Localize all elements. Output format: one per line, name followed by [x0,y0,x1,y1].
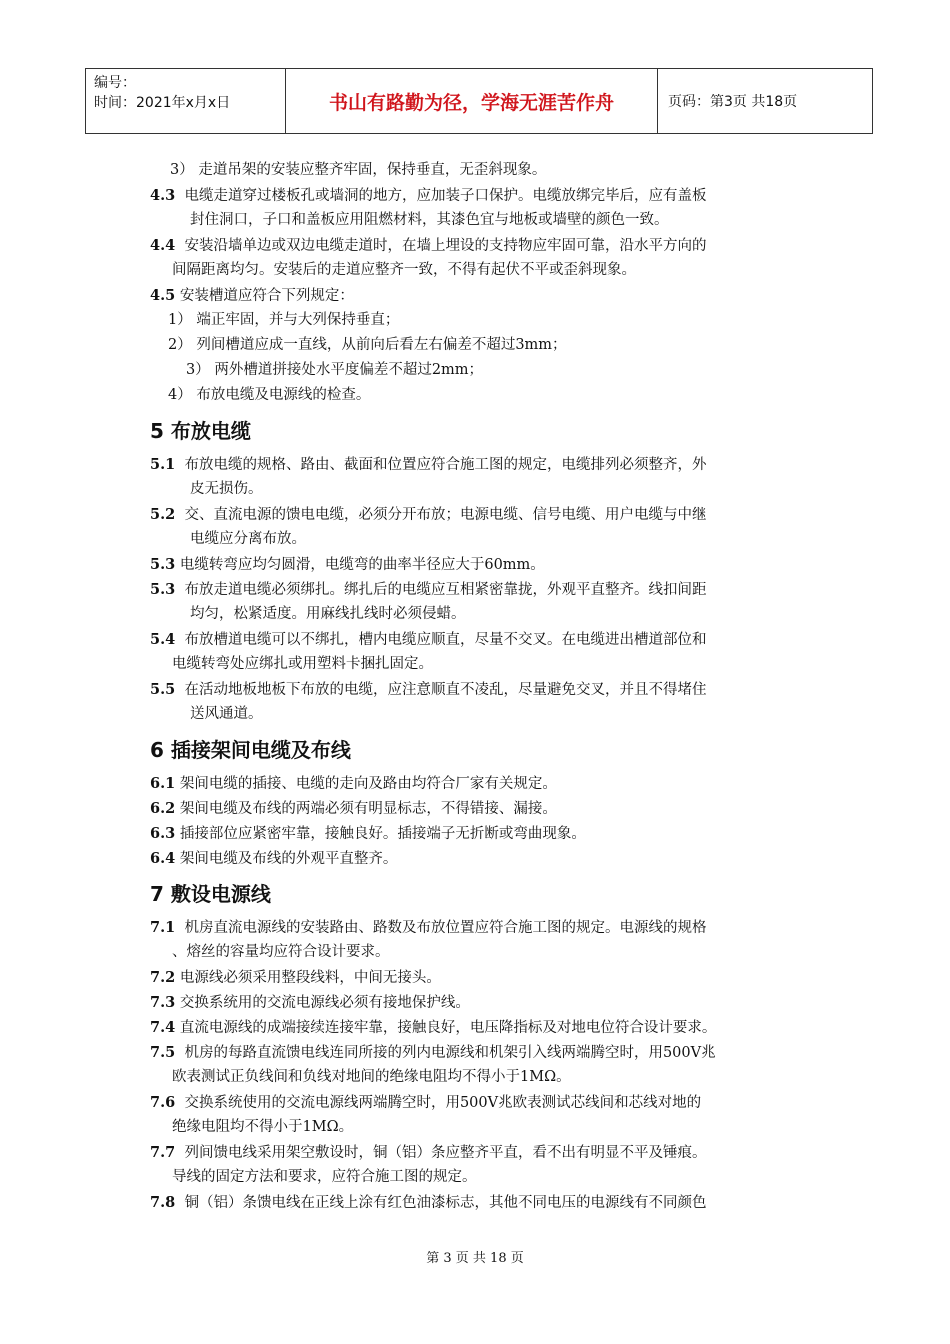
clause-text: 在活动地板地板下布放的电缆，应注意顺直不凌乱，尽量避免交叉，并且不得堵住 [175,682,707,698]
clause-number: 6.4 [150,850,176,867]
clause-text: 架间电缆的插接、电缆的走向及路由均符合厂家有关规定。 [175,776,557,792]
header-motto: 书山有路勤为径，学海无涯苦作舟 [286,69,658,133]
clause-number: 5.1 [150,456,176,473]
clause-line [150,796,810,821]
clause-line [150,283,810,308]
text-line: 电缆转弯处应绑扎或用塑料卡捆扎固定。 [172,656,433,672]
text-line: 均匀，松紧适度。用麻线扎线时必须侵蜡。 [190,606,466,622]
clause-number: 7.8 [150,1194,176,1211]
clause-text: 安装沿墙单边或双边电缆走道时，在墙上埋设的支持物应牢固可靠，沿水平方向的 [175,238,707,254]
clause-number: 5.3 [150,581,176,598]
text-line: 2） 列间槽道应成一直线，从前向后看左右偏差不超过3mm； [168,337,567,353]
clause-number: 5.2 [150,506,176,523]
section-heading: 7 敷设电源线 [150,882,271,906]
text-line: 绝缘电阻均不得小于1MΩ。 [172,1119,354,1135]
clause-text: 交、直流电源的馈电电缆，必须分开布放；电源电缆、信号电缆、用户电缆与中继 [175,507,707,523]
clause-text: 交换系统使用的交流电源线两端腾空时，用500V兆欧表测试芯线间和芯线对地的 [175,1095,702,1111]
clause-number: 4.5 [150,287,176,304]
clause-line [150,1090,810,1115]
clause-number: 4.3 [150,187,176,204]
clause-number: 5.5 [150,681,176,698]
text-line: 送风通道。 [190,706,263,722]
clause-text: 机房的每路直流馈电线连同所接的列内电源线和机架引入线两端腾空时，用500V兆 [175,1045,716,1061]
clause-number: 7.7 [150,1144,176,1161]
clause-line [150,233,810,258]
clause-text: 列间馈电线采用架空敷设时，铜（铝）条应整齐平直，看不出有明显不平及锤痕。 [175,1145,707,1161]
clause-line [150,577,810,602]
clause-text: 架间电缆及布线的外观平直整齐。 [175,851,398,867]
clause-text: 铜（铝）条馈电线在正线上涂有红色油漆标志，其他不同电压的电源线有不同颜色 [175,1195,707,1211]
text-line: 、熔丝的容量均应符合设计要求。 [172,944,390,960]
text-line: 导线的固定方法和要求，应符合施工图的规定。 [172,1169,477,1185]
text-line: 欧表测试正负线间和负线对地间的绝缘电阻均不得小于1MΩ。 [172,1069,571,1085]
page-header [85,68,873,134]
clause-line [150,183,810,208]
clause-line [150,452,810,477]
clause-line [150,1190,810,1215]
clause-text: 插接部位应紧密牢靠，接触良好。插接端子无折断或弯曲现象。 [175,826,586,842]
document-body [150,158,810,1215]
clause-number: 7.1 [150,919,176,936]
clause-line [150,502,810,527]
clause-line [150,771,810,796]
clause-number: 6.2 [150,800,176,817]
text-line: 1） 端正牢固，并与大列保持垂直； [168,312,400,328]
clause-line [150,965,810,990]
text-line: 电缆应分离布放。 [190,531,306,547]
clause-line [150,1015,810,1040]
clause-number: 7.4 [150,1019,176,1036]
clause-text: 机房直流电源线的安装路由、路数及布放位置应符合施工图的规定。电源线的规格 [175,920,707,936]
clause-text: 布放走道电缆必须绑扎。绑扎后的电缆应互相紧密靠拢，外观平直整齐。线扣间距 [175,582,707,598]
clause-number: 4.4 [150,237,176,254]
text-line: 4） 布放电缆及电源线的检查。 [168,387,371,403]
clause-text: 电源线必须采用整段线料，中间无接头。 [175,970,441,986]
clause-number: 7.6 [150,1094,176,1111]
clause-text: 电缆转弯应均匀圆滑，电缆弯的曲率半径应大于60mm。 [175,557,545,573]
text-line: 3） 走道吊架的安装应整齐牢固，保持垂直，无歪斜现象。 [170,162,547,178]
clause-number: 7.5 [150,1044,176,1061]
text-line: 皮无损伤。 [190,481,263,497]
clause-line [150,1040,810,1065]
clause-number: 7.3 [150,994,176,1011]
section-heading: 6 插接架间电缆及布线 [150,738,351,762]
clause-text: 布放槽道电缆可以不绑扎，槽内电缆应顺直，尽量不交叉。在电缆进出槽道部位和 [175,632,707,648]
clause-text: 交换系统用的交流电源线必须有接地保护线。 [175,995,470,1011]
clause-text: 电缆走道穿过楼板孔或墙洞的地方，应加装子口保护。电缆放绑完毕后，应有盖板 [175,188,707,204]
clause-number: 7.2 [150,969,176,986]
clause-line [150,627,810,652]
clause-number: 6.1 [150,775,176,792]
date-label: 时间：2021年x月x日 [94,95,231,111]
text-line: 间隔距离均匀。安装后的走道应整齐一致，不得有起伏不平或歪斜现象。 [172,262,636,278]
text-line: 封住洞口，子口和盖板应用阻燃材料，其漆色宜与地板或墙壁的颜色一致。 [190,212,669,228]
clause-line [150,1140,810,1165]
clause-line [150,846,810,871]
clause-text: 安装槽道应符合下列规定： [175,288,354,304]
header-meta [86,69,286,133]
clause-line [150,821,810,846]
clause-line [150,915,810,940]
clause-text: 布放电缆的规格、路由、截面和位置应符合施工图的规定，电缆排列必须整齐，外 [175,457,707,473]
clause-number: 5.4 [150,631,176,648]
clause-text: 架间电缆及布线的两端必须有明显标志，不得错接、漏接。 [175,801,557,817]
text-line: 3） 两外槽道拼接处水平度偏差不超过2mm； [186,362,484,378]
document-number-label: 编号： [94,75,136,91]
header-page-info: 页码：第3页 共18页 [668,94,798,110]
clause-line [150,677,810,702]
clause-number: 5.3 [150,556,176,573]
page-footer: 第 3 页 共 18 页 [426,1251,524,1266]
section-heading: 5 布放电缆 [150,419,251,443]
clause-line [150,990,810,1015]
clause-text: 直流电源线的成端接续连接牢靠，接触良好，电压降指标及对地电位符合设计要求。 [175,1020,717,1036]
clause-number: 6.3 [150,825,176,842]
clause-line [150,552,810,577]
